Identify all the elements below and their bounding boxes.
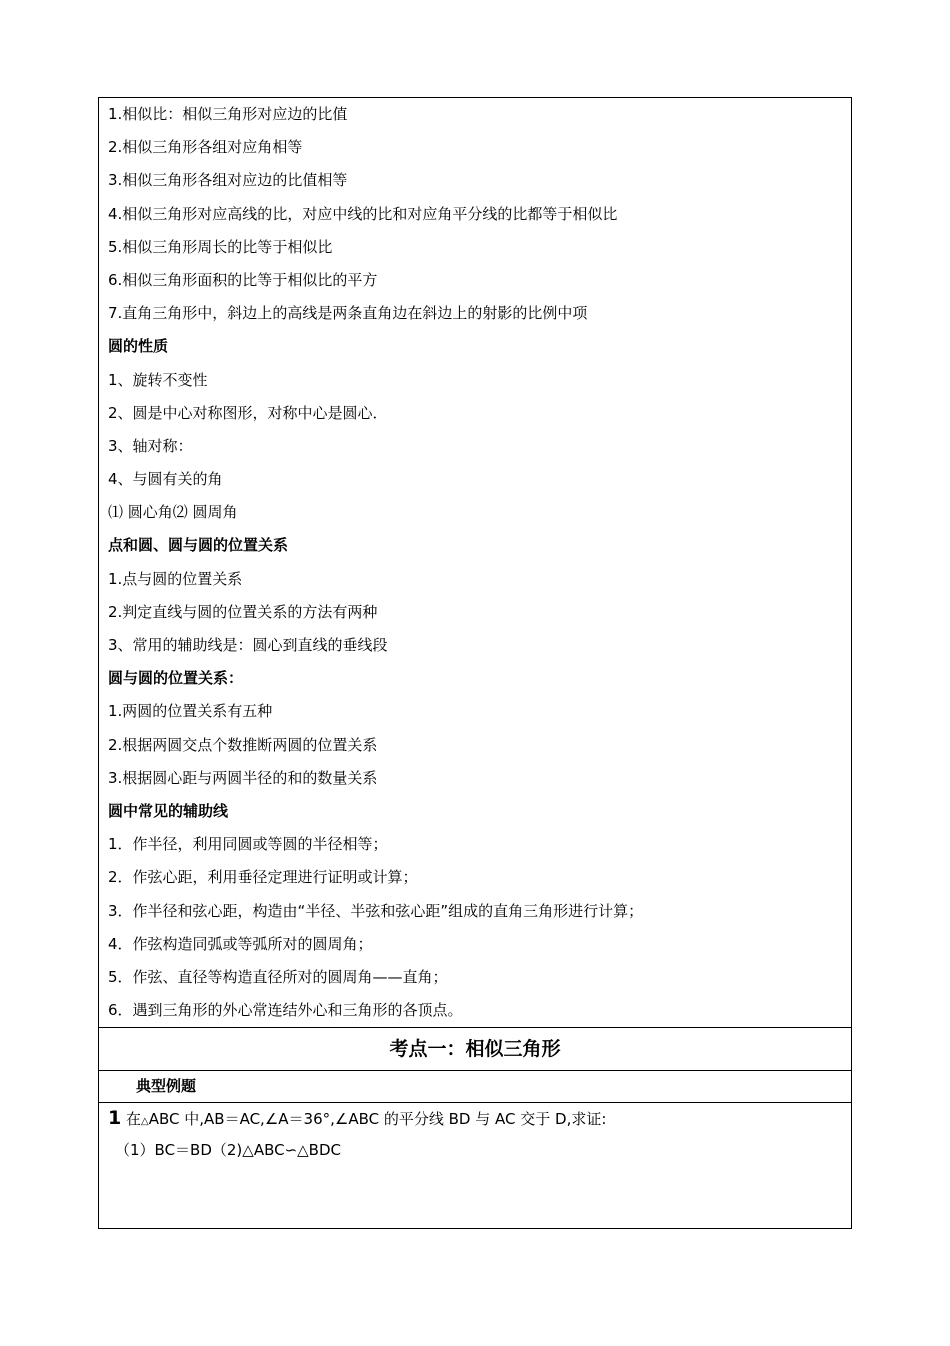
section-heading: 圆的性质 <box>108 337 169 356</box>
text-line: 2.判定直线与圆的位置关系的方法有两种 <box>108 602 378 621</box>
question-line <box>108 1103 851 1137</box>
text-line: 3、轴对称： <box>108 436 193 455</box>
text-line: 1、旋转不变性 <box>108 370 208 389</box>
text-line: 1.两圆的位置关系有五种 <box>108 702 273 721</box>
text-line: 3．作半径和弦心距，构造由“半径、半弦和弦心距”组成的直角三角形进行计算； <box>108 901 644 920</box>
text-line: 6．遇到三角形的外心常连结外心和三角形的各顶点。 <box>108 1001 463 1020</box>
text-line: 1．作半径，利用同圆或等圆的半径相等； <box>108 835 388 854</box>
text-line: 6.相似三角形面积的比等于相似比的平方 <box>108 270 378 289</box>
section-heading: 点和圆、圆与圆的位置关系 <box>108 536 289 555</box>
knowledge-points <box>99 98 851 1027</box>
text-line: 4.相似三角形对应高线的比，对应中线的比和对应角平分线的比都等于相似比 <box>108 204 618 223</box>
text-line: 5．作弦、直径等构造直径所对的圆周角——直角； <box>108 967 448 986</box>
text-line: 5.相似三角形周长的比等于相似比 <box>108 237 333 256</box>
text-line: 2.相似三角形各组对应角相等 <box>108 138 303 157</box>
text-line: 2.根据两圆交点个数推断两圆的位置关系 <box>108 735 378 754</box>
example-question <box>99 1102 851 1228</box>
question-parts: （1）BC＝BD（2)△ABC∽△BDC <box>115 1141 341 1160</box>
text-line: 1.相似比：相似三角形对应边的比值 <box>108 105 348 123</box>
text-line: 4、与圆有关的角 <box>108 470 223 489</box>
text-line: 7.直角三角形中，斜边上的高线是两条直角边在斜边上的射影的比例中项 <box>108 304 588 323</box>
text-line: ⑴ 圆心角⑵ 圆周角 <box>108 503 238 522</box>
section-heading: 圆与圆的位置关系： <box>108 669 244 688</box>
triangle-symbol: △ <box>141 1116 149 1128</box>
text-line: 3.相似三角形各组对应边的比值相等 <box>108 171 348 190</box>
section-heading: 圆中常见的辅助线 <box>108 801 229 820</box>
content-table <box>98 97 852 1229</box>
subheading: 典型例题 <box>99 1070 851 1102</box>
question-body: ABC 中,AB＝AC,∠A＝36°,∠ABC 的平分线 BD 与 AC 交于 D,求证: <box>148 1110 607 1129</box>
text-line: 2．作弦心距，利用垂径定理进行证明或计算； <box>108 868 418 887</box>
text-line: 1.点与圆的位置关系 <box>108 569 243 588</box>
text-line: 4．作弦构造同弧或等弧所对的圆周角； <box>108 934 373 953</box>
section-title: 考点一：相似三角形 <box>99 1027 851 1070</box>
text-line: 3、常用的辅助线是：圆心到直线的垂线段 <box>108 636 388 654</box>
question-prefix: 在 <box>126 1110 142 1129</box>
text-line: 3.根据圆心距与两圆半径的和的数量关系 <box>108 768 378 787</box>
question-number: 1 <box>108 1107 122 1130</box>
text-line: 2、圆是中心对称图形，对称中心是圆心． <box>108 403 388 422</box>
